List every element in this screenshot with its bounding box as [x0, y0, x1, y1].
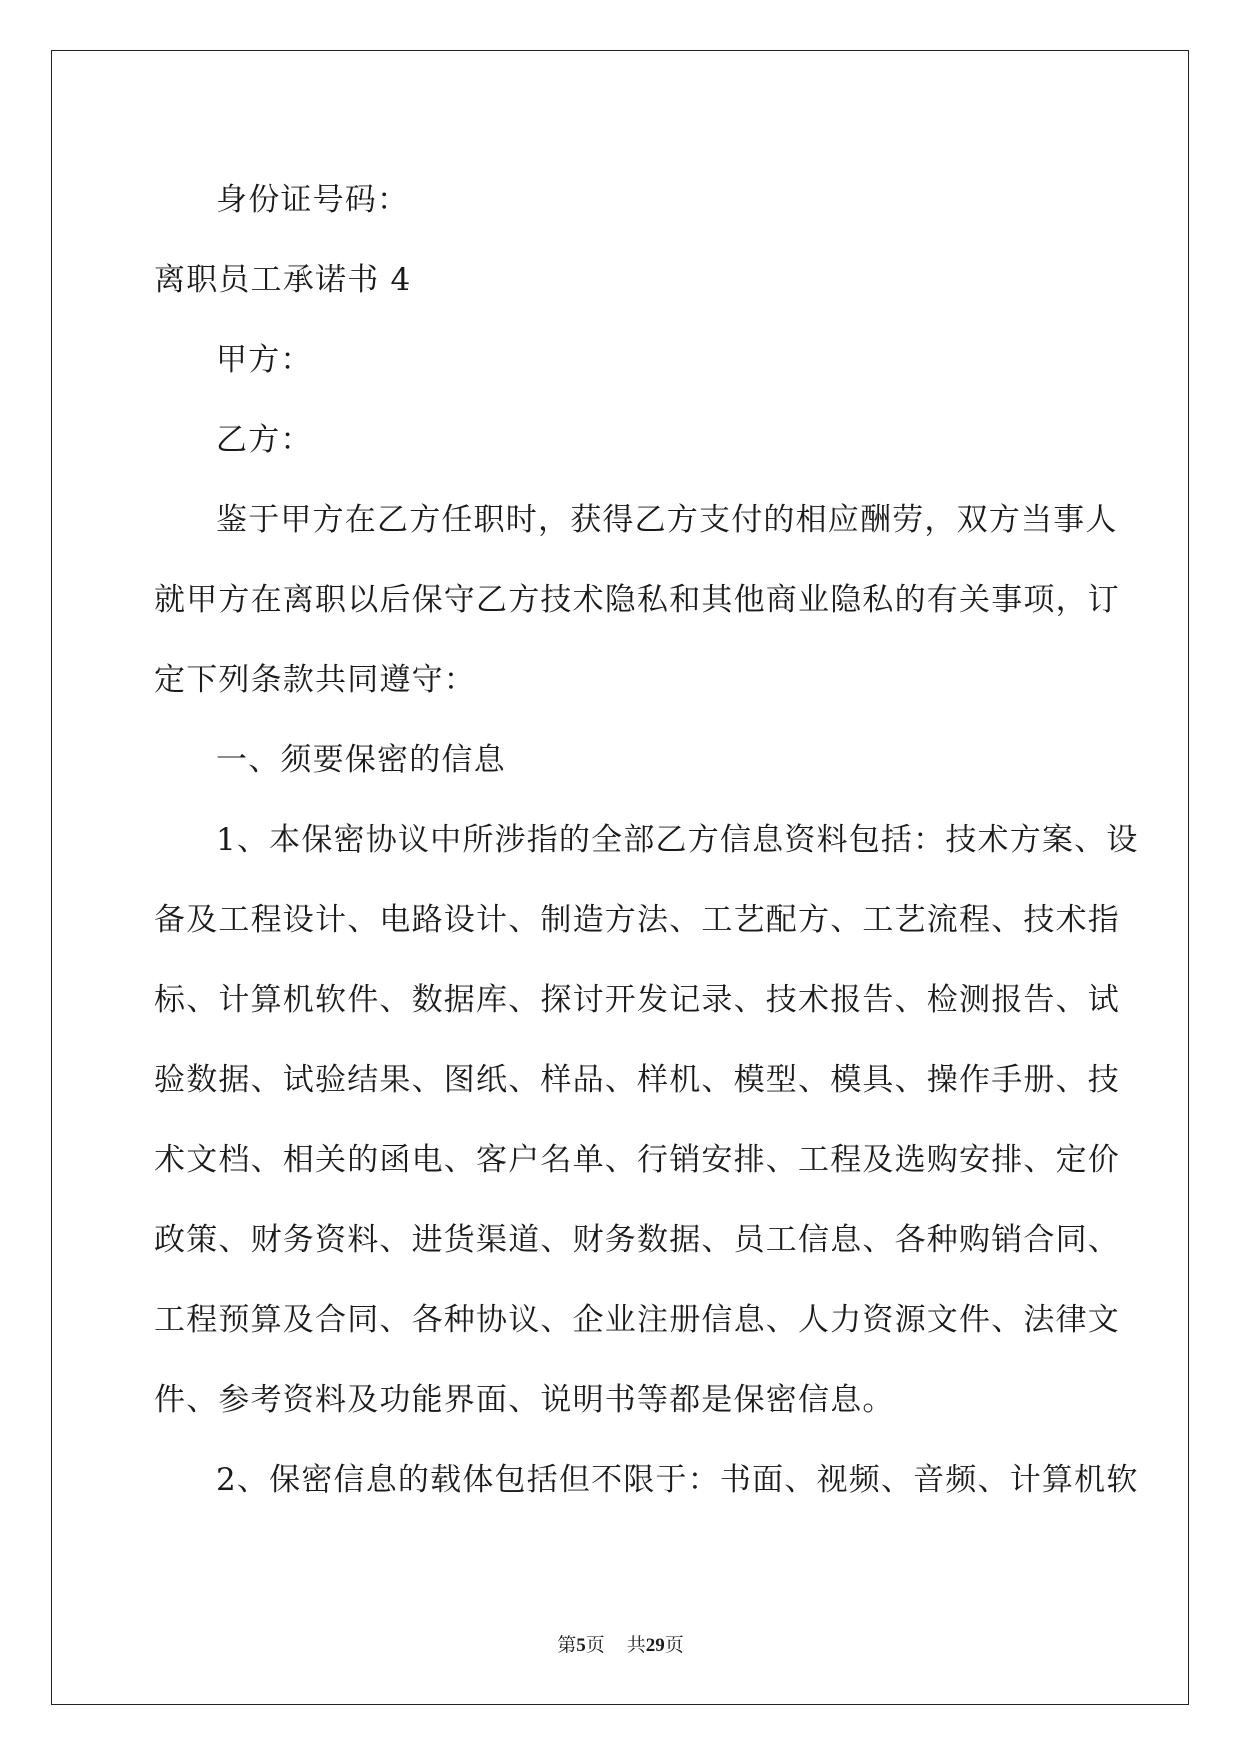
footer-page-mid: 页 — [585, 1634, 605, 1656]
footer-page-prefix: 第 — [557, 1634, 577, 1656]
footer-page-number: 5 — [576, 1635, 586, 1656]
paragraph-line: 1、本保密协议中所涉指的全部乙方信息资料包括：技术方案、设 — [216, 822, 1139, 858]
footer-total-prefix: 共 — [626, 1634, 646, 1656]
paragraph-line: 工程预算及合同、各种协议、企业注册信息、人力资源文件、法律文 — [154, 1302, 1120, 1338]
paragraph-line: 备及工程设计、电路设计、制造方法、工艺配方、工艺流程、技术指 — [154, 902, 1120, 938]
party-b-label: 乙方： — [216, 422, 313, 458]
paragraph-line: 件、参考资料及功能界面、说明书等都是保密信息。 — [154, 1382, 895, 1418]
section-title: 离职员工承诺书 4 — [154, 262, 412, 298]
party-a-label: 甲方： — [216, 342, 313, 378]
paragraph-line: 标、计算机软件、数据库、探讨开发记录、技术报告、检测报告、试 — [154, 982, 1120, 1018]
footer-total-suffix: 页 — [664, 1634, 684, 1656]
paragraph-line: 就甲方在离职以后保守乙方技术隐私和其他商业隐私的有关事项，订 — [154, 582, 1120, 618]
footer-total-pages: 29 — [645, 1635, 665, 1656]
clause-heading: 一、须要保密的信息 — [216, 742, 506, 778]
paragraph-line: 政策、财务资料、进货渠道、财务数据、员工信息、各种购销合同、 — [154, 1222, 1120, 1258]
paragraph-line: 鉴于甲方在乙方任职时，获得乙方支付的相应酬劳，双方当事人 — [216, 502, 1118, 538]
paragraph-line: 术文档、相关的函电、客户名单、行销安排、工程及选购安排、定价 — [154, 1142, 1120, 1178]
paragraph-line: 2、保密信息的载体包括但不限于：书面、视频、音频、计算机软 — [216, 1462, 1139, 1498]
id-number-label: 身份证号码： — [216, 182, 410, 218]
paragraph-line: 定下列条款共同遵守： — [154, 662, 476, 698]
page-footer — [0, 1633, 1241, 1658]
paragraph-line: 验数据、试验结果、图纸、样品、样机、模型、模具、操作手册、技 — [154, 1062, 1120, 1098]
document-body — [154, 160, 1139, 1520]
